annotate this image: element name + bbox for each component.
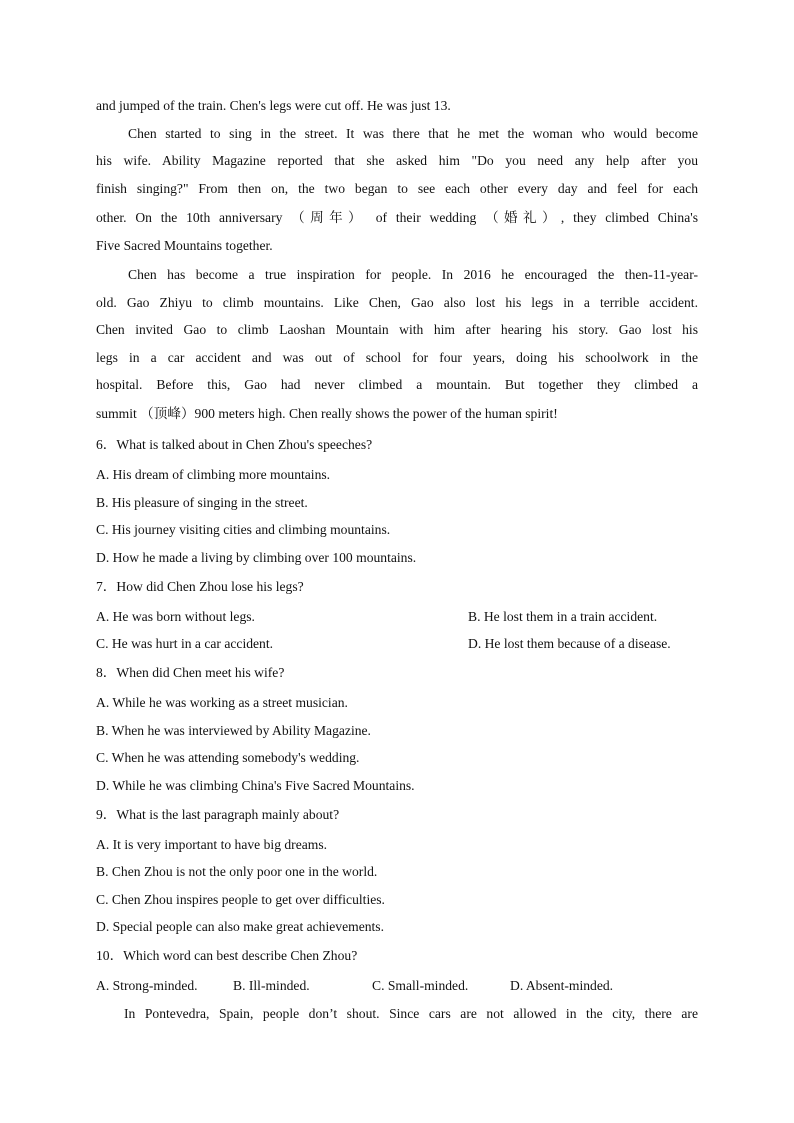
passage-line: his wife. Ability Magazine reported that she asked him "Do you need any help after you [96, 153, 698, 168]
question-stem: 6．What is talked about in Chen Zhou's speeches? [96, 437, 373, 452]
question-stem: 9．What is the last paragraph mainly about? [96, 807, 340, 822]
answer-option: C. Small-minded. [372, 978, 469, 993]
passage-line: Five Sacred Mountains together. [96, 238, 273, 253]
passage-line: Chen invited Gao to climb Laoshan Mountain with him after hearing his story. Gao lost his [96, 322, 698, 337]
answer-option: D. While he was climbing China's Five Sacred Mountains. [96, 778, 415, 793]
answer-option: B. His pleasure of singing in the street. [96, 495, 308, 510]
answer-option: D. Special people can also make great achievements. [96, 919, 384, 934]
answer-option: C. He was hurt in a car accident. [96, 636, 274, 651]
question-stem: 8．When did Chen meet his wife? [96, 665, 285, 680]
answer-option: D. Absent-minded. [510, 978, 614, 993]
passage-line: hospital. Before this, Gao had never climbed a mountain. But together they climbed a [96, 377, 698, 392]
passage-line: legs in a car accident and was out of school for four years, doing his schoolwork in the [96, 350, 698, 365]
answer-option: A. He was born without legs. [96, 609, 255, 624]
answer-option: B. He lost them in a train accident. [468, 609, 658, 624]
answer-option: A. While he was working as a street musician. [96, 695, 348, 710]
passage-line: summit （顶峰）900 meters high. Chen really shows the power of the human spirit! [96, 406, 558, 421]
passage-line: and jumped of the train. Chen's legs were cut off. He was just 13. [96, 98, 451, 113]
answer-option: D. He lost them because of a disease. [468, 636, 671, 651]
passage-line: old. Gao Zhiyu to climb mountains. Like Chen, Gao also lost his legs in a terrible accident. [96, 295, 698, 310]
answer-option-row [96, 635, 698, 653]
passage-line: other. On the 10th anniversary （周年） of their wedding （婚礼）, they climbed China's [96, 210, 698, 225]
answer-option: A. Strong-minded. [96, 978, 198, 993]
answer-option: B. Ill-minded. [233, 978, 310, 993]
answer-option: C. When he was attending somebody's wedding. [96, 750, 360, 765]
answer-option: B. When he was interviewed by Ability Magazine. [96, 723, 371, 738]
answer-option: B. Chen Zhou is not the only poor one in the world. [96, 864, 378, 879]
next-passage-line: In Pontevedra, Spain, people don’t shout. Since cars are not allowed in the city, there are [124, 1006, 698, 1021]
answer-option: C. Chen Zhou inspires people to get over difficulties. [96, 892, 385, 907]
answer-option: C. His journey visiting cities and climbing mountains. [96, 522, 391, 537]
passage-line: Chen has become a true inspiration for people. In 2016 he encouraged the then-11-year- [128, 267, 698, 282]
answer-option: A. His dream of climbing more mountains. [96, 467, 331, 482]
question-stem: 10．Which word can best describe Chen Zhou? [96, 948, 358, 963]
question-stem: 7．How did Chen Zhou lose his legs? [96, 579, 304, 594]
passage-line: Chen started to sing in the street. It was there that he met the woman who would become [128, 126, 698, 141]
answer-option: A. It is very important to have big dreams. [96, 837, 328, 852]
passage-line: finish singing?" From then on, the two began to see each other every day and feel for each [96, 181, 698, 196]
answer-option: D. How he made a living by climbing over 100 mountains. [96, 550, 417, 565]
answer-option-row [96, 608, 698, 626]
